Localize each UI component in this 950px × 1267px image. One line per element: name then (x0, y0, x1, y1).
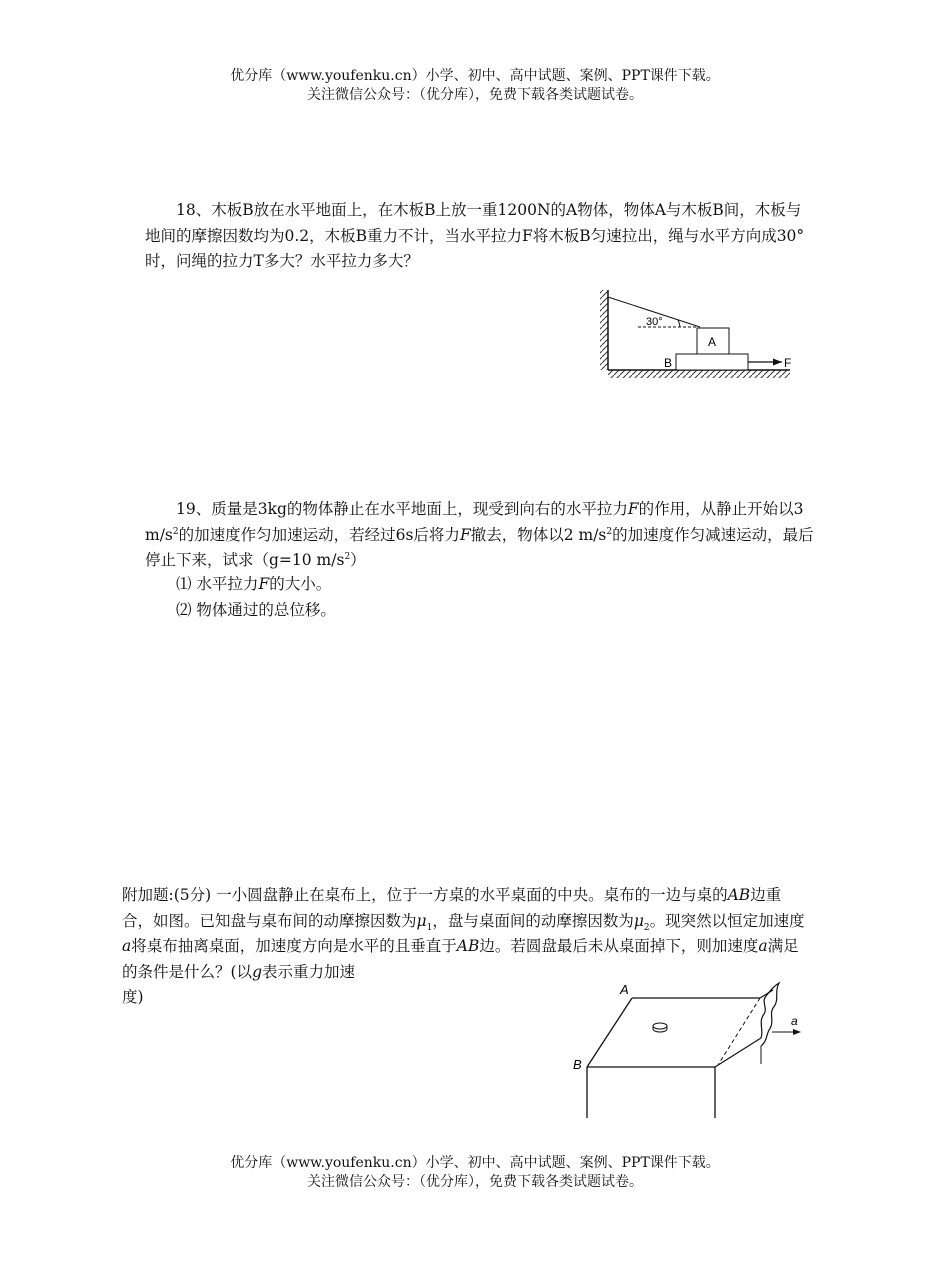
header-line-1: 优分库（www.youfenku.cn）小学、初中、高中试题、案例、PPT课件下载。 (230, 68, 720, 84)
bonus-sub-2: 2 (643, 922, 650, 933)
table-hidden-edge (718, 998, 760, 1065)
q18-body: 18、木板B放在水平地面上，在木板B上放一重1200N的A物体，物体A与木板B间，木板与地间的摩擦因数均为0.2，木板B重力不计，当水平拉力F将木板B匀速拉出，绳与水平方向成30°时，问绳的拉力T多大？水平拉力多大？ (145, 201, 805, 270)
bonus-figure (568, 978, 813, 1123)
header-line-2: 关注微信公众号：（优分库），免费下载各类试题试卷。 (307, 87, 643, 103)
label-b: B (573, 1057, 582, 1072)
bonus-mu-2: μ (633, 911, 644, 930)
bonus-part8: 表示重力加速 (262, 962, 356, 981)
page-header (0, 67, 950, 105)
q19-subquestion-1 (176, 572, 331, 598)
board-b-label: B (664, 356, 673, 370)
q19-var-f: F (627, 500, 639, 518)
q19-part6: ） (350, 551, 366, 569)
q19-part4: 撤去，物体以2 m/s (470, 525, 607, 544)
table-edge-ab (587, 998, 632, 1067)
footer-line-1: 优分库（www.youfenku.cn）小学、初中、高中试题、案例、PPT课件下载。 (230, 1155, 720, 1171)
bonus-part5: 将桌布抽离桌面，加速度方向是水平的且垂直于 (131, 937, 457, 955)
bonus-part7: 满足的条件是什么？(以 (122, 937, 799, 981)
bonus-g: g (252, 962, 262, 981)
bonus-a-2: a (758, 937, 768, 955)
bonus-ab-2: AB (456, 937, 480, 955)
q19-sup-1: 2 (172, 526, 179, 537)
force-label: F (784, 356, 792, 370)
q19-sup-3: 2 (344, 551, 351, 562)
accel-arrowhead (793, 1029, 801, 1035)
bonus-sub-1: 1 (426, 922, 433, 933)
angle-label: 30° (646, 316, 663, 328)
question-18-text (145, 198, 815, 275)
label-a: A (620, 982, 629, 997)
q19-sub1-pre: ⑴ 水平拉力 (176, 575, 259, 593)
angle-arc (678, 320, 680, 327)
bonus-part1: 附加题:(5分) 一小圆盘静止在桌布上，位于一方桌的水平桌面的中央。桌布的一边与桌的 (122, 886, 728, 904)
force-arrowhead (773, 359, 782, 366)
bonus-part2: 边重合，如图。已知盘与桌布间的动摩擦因数为 (122, 886, 782, 930)
ground-hatch (608, 370, 790, 378)
wall-hatch (600, 290, 608, 370)
q19-sup-2: 2 (606, 526, 613, 537)
q19-sub1-post: 的大小。 (269, 575, 332, 593)
q19-var-f-2: F (459, 525, 471, 544)
bonus-part4: 。现突然以恒定加速度 (649, 911, 805, 930)
question-19-text (145, 497, 815, 574)
bonus-question-tail: 度) (122, 988, 144, 1006)
bonus-mu-1: μ (416, 911, 427, 930)
q19-part1: 19、质量是3kg的物体静止在水平地面上，现受到向右的水平拉力 (176, 500, 628, 518)
q19-subquestion-2: ⑵ 物体通过的总位移。 (176, 601, 336, 619)
q19-part2: 的作用，从静止开始以3 m/s (145, 500, 804, 544)
block-a-label: A (708, 335, 717, 349)
q18-figure (590, 285, 800, 383)
bonus-ab-1: AB (727, 886, 751, 904)
disc-top (653, 1023, 667, 1029)
board-b (676, 354, 748, 370)
q19-part3: 的加速度作匀加速运动，若经过6s后将力 (178, 525, 460, 544)
page-footer (0, 1154, 950, 1192)
bonus-part3: ，盘与桌面间的动摩擦因数为 (432, 911, 634, 930)
accel-label: a (791, 1014, 798, 1028)
tablecloth-corner (760, 990, 773, 998)
q19-part5: 的加速度作匀减速运动，最后停止下来，试求（g=10 m/s (145, 525, 814, 569)
bonus-a-1: a (122, 937, 132, 955)
footer-line-2: 关注微信公众号：（优分库），免费下载各类试题试卷。 (307, 1174, 643, 1190)
q19-sub1-var-f: F (258, 575, 270, 593)
bonus-question-text (122, 883, 812, 985)
bonus-part6: 边。若圆盘最后未从桌面掉下，则加速度 (479, 937, 759, 955)
